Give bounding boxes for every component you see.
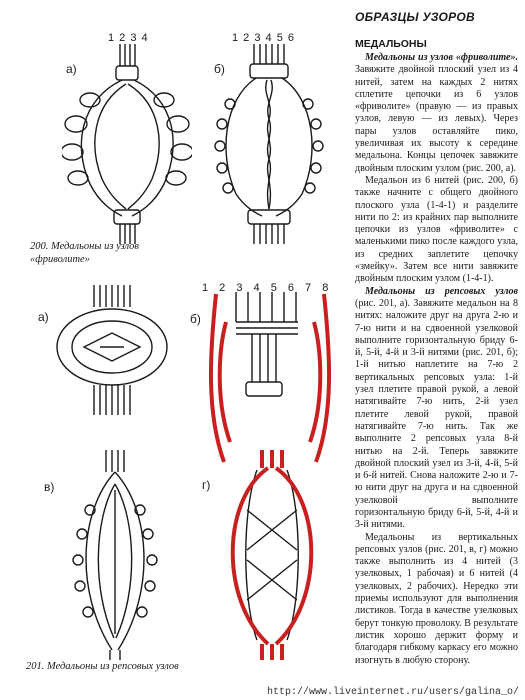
fig201-caption: 201. Медальоны из репсовых узлов — [26, 661, 179, 672]
fig200b-thread-numbers: 1 2 3 4 5 6 — [232, 32, 295, 44]
fig201a-medallion — [44, 285, 184, 415]
fig201b-thread-numbers: 1 2 3 4 5 6 7 8 — [202, 282, 333, 294]
subsection-title: МЕДАЛЬОНЫ — [355, 38, 427, 50]
fig200b-medallion — [214, 44, 324, 244]
fig201a-label: а) — [38, 310, 49, 324]
paragraph-1 — [355, 52, 518, 175]
fig201g-medallion — [212, 450, 332, 660]
paragraph-4: Медальоны из вертикальных репсовых узлов (рис. 201, в, г) можно также выполнить из 4 нитей (3 узелковых, 1 рабочая) и 6 нитей (4 узелковых, 2 рабочих). Нередко эти приемы используют для выполнения листиков. Тогда в качестве узелковых берут тонкую проволоку. В результате листик хорошо держит форму и благодаря гибкому каркасу его можно изогнуть в любую сторону. — [355, 531, 518, 666]
source-url: http://www.liveinternet.ru/users/galina_o/ — [266, 687, 519, 698]
text-column — [355, 10, 518, 690]
section-title: ОБРАЗЦЫ УЗОРОВ — [355, 10, 475, 24]
fig200a-medallion — [62, 44, 192, 244]
fig201b-label: б) — [190, 312, 201, 326]
fig201g-label: г) — [202, 478, 211, 492]
paragraph-1-title: Медальоны из узлов «фриволите». — [365, 52, 518, 63]
paragraph-3-body: (рис. 201, а). Завяжите медальон на 8 нитях: наложите друг на друга 2-ю и 7-ю нити и на сдвоенной узелковой выполните горизонтальную бриду 6-й, 5-й, 4-й и 3-й нитями (рис. 201, б); 1-й нитью наплетите на 7-ю 2 вертикальных репсовых узла: 1-й узел плетите правой рукой, а левой натягивайте 7-ю нить, 2-й узел плетите левой рукой, правой натягивайте 7-ю нить. Так же выполните 2 репсовых узла 8-й нитью на 2-й. Теперь завяжите двойной плоский узел из 3-й, 4-й, 5-й и 6-й нитей. Снова наложите 2-ю и 7-ю нити друг на друга и на сдвоенной узелковой выполните горизонтальную бриду 6-й, 5-й, 4-й и 3-й нитями. — [355, 297, 518, 531]
fig201v-medallion — [60, 450, 170, 660]
fig200a-thread-numbers: 1 2 3 4 — [108, 32, 149, 44]
fig200a-label: а) — [66, 62, 77, 76]
fig201b-medallion — [196, 292, 346, 472]
paragraph-2: Медальон из 6 нитей (рис. 200, б) также начните с общего двойного плоского узла (1-4-1) и разделите нити по 2: из крайних пар выполните цепочки из узлов «фриволите» с маленькими пико после каждого узла, из средних заплетите цепочку «змейку». Затем все нити завяжите двойным плоским узлом (1-4-1). — [355, 174, 518, 285]
paragraph-3 — [355, 286, 518, 532]
fig200b-label: б) — [214, 62, 225, 76]
fig201v-label: в) — [44, 480, 55, 494]
paragraph-1-body: Завяжите двойной плоский узел из 4 нитей, затем на каждых 2 нитях сплетите цепочки из 6 узлов «фриволите» (правую — из правых узлов, левую — из левых). Через пары узлов оставляйте пико, увеличивая их высоту к середине медальона. Концы цепочек завяжите двойным плоским узлом (рис. 200, а). — [355, 64, 518, 174]
fig200-caption: 200. Медальоны из узлов «фриволите» — [30, 241, 139, 265]
paragraph-3-title: Медальоны из репсовых узлов — [365, 285, 518, 297]
